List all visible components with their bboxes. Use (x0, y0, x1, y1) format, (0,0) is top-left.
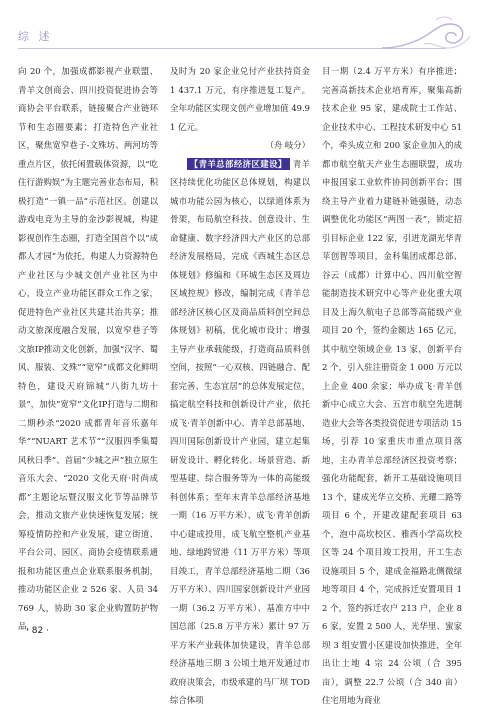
swirl-ornament-icon (378, 14, 474, 60)
attribution: （舟 岐分） (265, 140, 310, 150)
text-column-2 (170, 62, 311, 705)
paragraph-text: 青羊区持续优化功能区总体规划，构建以城市功能公园为核心，以绿道体系为骨架，布局航空科技、创意设计、生命健康、数字经济四大产业区的总部经济发展格局，完成《西城生态区总体规划》修编和《环城生态区及周边区域控规》修改，编制完成《青羊总部经济区核心区及商品质料创空间总体规划》初稿，优化城市设计；增强主导产业承载能级，打造商品质料创空间，按照“一心双核、四链融合、配套完善、生态宜居”的总体发展定位，搞定航空科技和创新设计产业，依托成飞·青羊创新中心、青羊总部基地、四川国际创新设计产业园，建立起集研发设计、孵化转化、场景营造、新型基建、综合服务等为一体的高能级科创体系；至年末青羊总部经济基地一期（16 万平方米）、成飞·青羊创新中心建成投用，成飞航空整机产业基地、绿地跨贸港（11 万平方米）等项目竣工，青羊总部经济基地二期（36 万平方米）、四川国家创新设计产业园一期（36.2 万平方米）、基准方中中国总部（25.8 万平方米）累计 97 万平方米产业载体加快建设，青羊总部经济基地三期 3 公顷土地开发通过市政府决策会，市级承建的马厂坝 TOD 综合体项 (170, 158, 311, 705)
section-heading: 【青羊总部经济区建设】 (187, 158, 290, 170)
page-number: · 82 · (26, 626, 49, 636)
text-column-3 (322, 62, 462, 705)
section-label: 综 述 (18, 30, 53, 43)
paragraph (170, 155, 310, 710)
paragraph: 目一期（2.4 万平方米）有序推进；完善高新技术企业培育库，聚集高新技术企业 95 家，建成院士工作站、企业技术中心、工程技术研发中心 51 个，牵头成立和 200 家企业加入的成都市航空航天产业生态圈联盟，成功申报国家工业软件协同创新平台；围绕主导产业着力建链补链强链，动态调整优化功能区“两图一表”，锁定招引目标企业 122 家，引进龙湖光华青苹创智等项目，金科集团成都总部、谷云（成都）计算中心、四川航空智能制造技术研究中心等产业化重大项目及上海久航电子总部等高能级产业项目 20 个，签约金额达 165 亿元，其中航空领域企业 13 家，创新平台 2 个，引入驻注册资金 1 000 万元以上企业 400 余家；举办成飞·青羊创新中心成立大会、五宫市航空先进制造业大会等各类投资促进专项活动 15 场，引荐 10 家重庆市重点项目落地，主办青羊总部经济区投资考察；强化功能配套，新开工基础设施项目 13 个，建成光华立交桥、光耀二路等项目 6 个，开建改建配套项目 63 个，泡中高坎校区、雅西小学高坎校区等 24 个项目竣工投用，开工生态设施项目 5 个，建成金福路北侧微绿地等项目 4 个，完成拆迁安置项目 12 个，签约拆迁农户 213 户，企业 86 家，安置 2 500 人，光华里、蜜家坝 3 组安置小区建设加快推进，全年出让土地 4 宗 24 公顷（合 395 亩），调整 22.7 公顷（合 340 亩）住宅用地为商业 (322, 66, 462, 705)
page-header (0, 0, 480, 60)
paragraph: 及时为 20 家企业兑付产业扶持资金 1 437.1 万元，有序推进复工复产。全年功能区实现文创产业增加值 49.91 亿元。 (170, 66, 310, 132)
paragraph: 向 20 个，加强成都影视产业联盟、青羊文创商会、四川投资促进协会等商协会平台联系，链接聚合产业链环节和生态圈要素；打造特色产业社区，聚焦宽窄巷子-文殊坊、两河坊等重点片区，依托闲置载体资源，以“吃住行游购娱”为主题完善业态布局，积极打造“一镇一品”示范社区。创建以游戏电竞为主导的金沙影视城，构建影视创作生态圈，打造全国首个以“成都人才园”为依托，构建人力资源特色产业社区与少城文创产业社区为中心，设立产业功能区群众工作之家，促进特色产业社区共建共治共享；推动文旅深度融合发展，以宽窄巷子等文旅IP推动文化创新，加强“汉字、蜀风、服装、文殊”“宽窄”成都文化鲜明特色，建设天府锦城“八街九坊十景”，加快“宽窄”文化IP打造与二期和二期秒杀“2020 成都青年音乐嘉年华”“NUART 艺术节”“汉服四季集蜀风秋日季”、首届“少城之声”独立原生音乐大会、“2020 文化天府·时尚成都”主题论坛暨汉服文化节等品牌节会，推动文旅产业快速恢复发展；统筹疫情防控和产业发展，建立街道、平台公司、园区、商协会疫情联系通报和功能区重点企业联系服务机制，推动功能区企业 2 526 家、人员 34 769 人，协助 30 家企业购置防护物品， (18, 66, 158, 631)
